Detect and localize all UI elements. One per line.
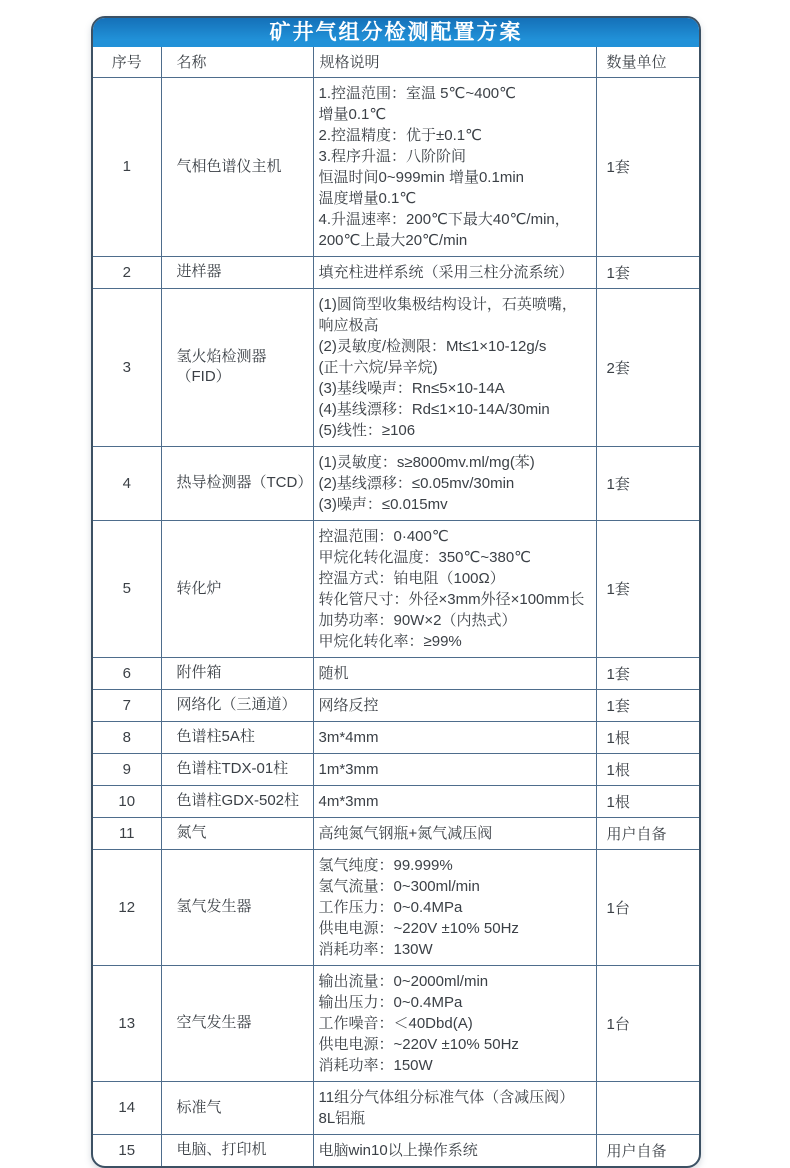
spec-line: 4m*3mm (318, 792, 379, 810)
spec-line: 随机 (318, 664, 349, 682)
item-name-cell: 色谱柱TDX-01柱 (161, 753, 313, 785)
spec-line: 1m*3mm (318, 760, 379, 778)
spec-line: 响应极高 (318, 316, 379, 334)
spec-line: 控温范围：0·400℃ (318, 527, 449, 545)
spec-line: 氢气纯度：99.999% (318, 856, 453, 874)
item-qty-cell: 用户自备 (596, 1134, 701, 1166)
spec-line: 11组分气体组分标准气体（含减压阀） (318, 1088, 575, 1106)
item-qty-cell: 1套 (596, 657, 701, 689)
item-spec-cell (313, 689, 596, 721)
item-spec-cell (313, 1134, 596, 1166)
item-spec-cell (313, 817, 596, 849)
item-qty-cell: 1套 (596, 689, 701, 721)
item-spec-cell (313, 721, 596, 753)
item-qty-cell: 1根 (596, 721, 701, 753)
row-number-cell: 1 (93, 77, 161, 256)
spec-line: 3m*4mm (318, 728, 379, 746)
spec-line: 温度增量0.1℃ (318, 189, 417, 207)
item-name-cell: 气相色谱仪主机 (161, 77, 313, 256)
item-spec-cell (313, 965, 596, 1081)
spec-line: 8L铝瓶 (318, 1109, 366, 1127)
row-number-cell: 5 (93, 520, 161, 657)
table-row (93, 288, 701, 446)
spec-line: 输出流量：0~2000ml/min (318, 972, 489, 990)
row-number-cell: 8 (93, 721, 161, 753)
table-row (93, 520, 701, 657)
spec-line: (5)线性：≥106 (318, 421, 416, 439)
column-header-no: 序号 (93, 47, 161, 77)
item-name-cell: 色谱柱GDX-502柱 (161, 785, 313, 817)
spec-line: 消耗功率：150W (318, 1056, 433, 1074)
table-row (93, 849, 701, 965)
item-spec-cell (313, 785, 596, 817)
row-number-cell: 6 (93, 657, 161, 689)
table-body (93, 77, 701, 1166)
spec-line: 输出压力：0~0.4MPa (318, 993, 463, 1011)
item-qty-cell: 1根 (596, 785, 701, 817)
spec-line: 4.升温速率：200℃下最大40℃/min， (318, 210, 570, 228)
spec-line: 网络反控 (318, 696, 379, 714)
item-name-cell: 氮气 (161, 817, 313, 849)
spec-line: 消耗功率：130W (318, 940, 433, 958)
table-row (93, 965, 701, 1081)
item-spec-cell (313, 77, 596, 256)
item-qty-cell: 用户自备 (596, 817, 701, 849)
row-number-cell: 15 (93, 1134, 161, 1166)
column-header-qty: 数量单位 (596, 47, 701, 77)
item-spec-cell (313, 288, 596, 446)
table-row (93, 446, 701, 520)
spec-line: 供电电源：~220V ±10% 50Hz (318, 1035, 519, 1053)
column-header-spec: 规格说明 (313, 47, 596, 77)
item-qty-cell: 2套 (596, 288, 701, 446)
item-qty-cell: 1台 (596, 965, 701, 1081)
item-qty-cell: 1套 (596, 520, 701, 657)
table-row (93, 256, 701, 288)
row-number-cell: 11 (93, 817, 161, 849)
spec-line: 200℃上最大20℃/min (318, 231, 468, 249)
item-name-cell: 附件箱 (161, 657, 313, 689)
table-row (93, 689, 701, 721)
item-name-cell: 网络化（三通道） (161, 689, 313, 721)
spec-line: 甲烷化转化率：≥99% (318, 632, 462, 650)
item-qty-cell: 1台 (596, 849, 701, 965)
spec-table (93, 47, 701, 1166)
spec-line: 转化管尺寸：外径×3mm外径×100mm长 (318, 590, 585, 608)
spec-line: 恒温时间0~999min 增量0.1min (318, 168, 524, 186)
spec-line: 1.控温范围：室温 5℃~400℃ (318, 84, 516, 102)
table-title-bar (93, 18, 699, 47)
item-qty-cell: 1套 (596, 256, 701, 288)
spec-line: (1)灵敏度：s≥8000mv.ml/mg(苯) (318, 453, 535, 471)
row-number-cell: 3 (93, 288, 161, 446)
spec-line: 增量0.1℃ (318, 105, 387, 123)
spec-line: 加势功率：90W×2（内热式） (318, 611, 517, 629)
spec-line: (4)基线漂移：Rd≤1×10-14A/30min (318, 400, 550, 418)
item-qty-cell: 1套 (596, 446, 701, 520)
spec-line: 供电电源：~220V ±10% 50Hz (318, 919, 519, 937)
item-qty-cell: 1根 (596, 753, 701, 785)
row-number-cell: 13 (93, 965, 161, 1081)
table-row (93, 785, 701, 817)
table-row (93, 657, 701, 689)
spec-line: (2)基线漂移：≤0.05mv/30min (318, 474, 515, 492)
spec-line: 2.控温精度：优于±0.1℃ (318, 126, 482, 144)
item-name-cell: 进样器 (161, 256, 313, 288)
row-number-cell: 7 (93, 689, 161, 721)
row-number-cell: 2 (93, 256, 161, 288)
row-number-cell: 12 (93, 849, 161, 965)
row-number-cell: 14 (93, 1081, 161, 1134)
item-spec-cell (313, 256, 596, 288)
spec-line: 填充柱进样系统（采用三柱分流系统） (318, 263, 574, 281)
spec-line: 甲烷化转化温度：350℃~380℃ (318, 548, 532, 566)
spec-line: (1)圆筒型收集极结构设计，石英喷嘴， (318, 295, 577, 313)
item-name-cell: 标准气 (161, 1081, 313, 1134)
item-name-cell: 空气发生器 (161, 965, 313, 1081)
spec-line: 工作噪音：＜40Dbd(A) (318, 1014, 473, 1032)
table-row (93, 721, 701, 753)
item-spec-cell (313, 657, 596, 689)
row-number-cell: 9 (93, 753, 161, 785)
spec-table-card (91, 16, 701, 1168)
row-number-cell: 4 (93, 446, 161, 520)
table-row (93, 1081, 701, 1134)
page-title: 矿井气组分检测配置方案 (269, 21, 523, 44)
table-row (93, 753, 701, 785)
item-name-cell: 氢气发生器 (161, 849, 313, 965)
header-row (93, 47, 701, 77)
item-name-cell: 色谱柱5A柱 (161, 721, 313, 753)
item-name-cell: 氢火焰检测器（FID） (161, 288, 313, 446)
item-qty-cell (596, 1081, 701, 1134)
column-header-name: 名称 (161, 47, 313, 77)
spec-line: 高纯氮气钢瓶+氮气减压阀 (318, 824, 493, 842)
item-spec-cell (313, 520, 596, 657)
spec-line: (3)基线噪声：Rn≤5×10-14A (318, 379, 505, 397)
spec-line: (3)噪声：≤0.015mv (318, 495, 448, 513)
spec-line: 工作压力：0~0.4MPa (318, 898, 463, 916)
item-name-cell: 热导检测器（TCD） (161, 446, 313, 520)
table-row (93, 1134, 701, 1166)
row-number-cell: 10 (93, 785, 161, 817)
table-header (93, 47, 701, 77)
spec-line: (正十六烷/异辛烷) (318, 358, 438, 376)
item-spec-cell (313, 446, 596, 520)
item-name-cell: 转化炉 (161, 520, 313, 657)
item-name-cell: 电脑、打印机 (161, 1134, 313, 1166)
spec-line: 3.程序升温：八阶阶间 (318, 147, 467, 165)
table-row (93, 817, 701, 849)
spec-line: 氢气流量：0~300ml/min (318, 877, 480, 895)
spec-line: 控温方式：铂电阻（100Ω） (318, 569, 505, 587)
table-row (93, 77, 701, 256)
item-spec-cell (313, 1081, 596, 1134)
spec-line: (2)灵敏度/检测限：Mt≤1×10-12g/s (318, 337, 547, 355)
item-spec-cell (313, 753, 596, 785)
item-qty-cell: 1套 (596, 77, 701, 256)
spec-line: 电脑win10以上操作系统 (318, 1141, 478, 1159)
item-spec-cell (313, 849, 596, 965)
